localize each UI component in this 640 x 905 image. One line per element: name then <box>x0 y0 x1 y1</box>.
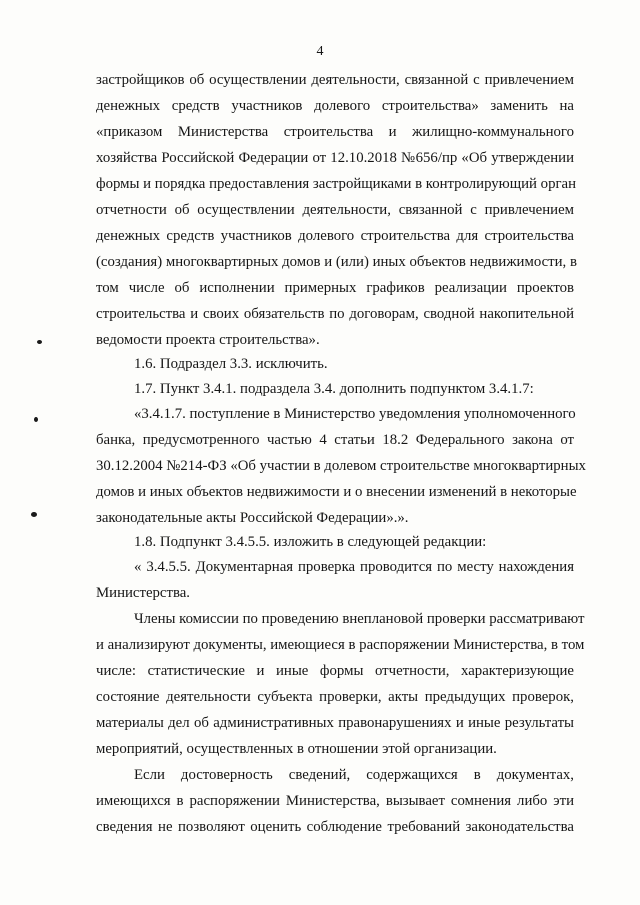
text-line: мероприятий, осуществленных в отношении этой организации. <box>96 741 497 757</box>
text-line: 1.6. Подраздел 3.3. исключить. <box>134 356 328 372</box>
text-line: «приказом Министерства строительства и жилищно-коммунального <box>96 124 574 140</box>
text-line: законодательные акты Российской Федерации».». <box>96 510 409 526</box>
text-line: том числе об исполнении примерных графиков реализации проектов <box>96 280 574 296</box>
text-line: числе: статистические и иные формы отчетности, характеризующие <box>96 663 574 679</box>
text-line: домов и иных объектов недвижимости и о внесении изменений в некоторые <box>96 484 577 500</box>
text-line: 30.12.2004 №214-ФЗ «Об участии в долевом строительстве многоквартирных <box>96 458 586 474</box>
scan-speck <box>31 512 37 517</box>
text-line: «3.4.1.7. поступление в Министерство уведомления уполномоченного <box>134 406 576 422</box>
text-line: имеющихся в распоряжении Министерства, вызывает сомнения либо эти <box>96 793 574 809</box>
text-line: застройщиков об осуществлении деятельности, связанной с привлечением <box>96 72 574 88</box>
text-line: денежных средств участников долевого строительства» заменить на <box>96 98 574 114</box>
text-line: (создания) многоквартирных домов и (или) иных объектов недвижимости, в <box>96 254 577 270</box>
text-line: Если достоверность сведений, содержащихся в документах, <box>134 767 574 783</box>
scan-speck <box>34 417 38 422</box>
text-line: строительства и своих обязательств по договорам, сводной накопительной <box>96 306 574 322</box>
text-line: состояние деятельности субъекта проверки, акты предыдущих проверок, <box>96 689 574 705</box>
text-line: сведения не позволяют оценить соблюдение требований законодательства <box>96 819 574 835</box>
text-line: отчетности об осуществлении деятельности, связанной с привлечением <box>96 202 574 218</box>
text-line: формы и порядка предоставления застройщиками в контролирующий орган <box>96 176 577 192</box>
text-line: Члены комиссии по проведению внеплановой проверки рассматривают <box>134 611 585 627</box>
text-line: банка, предусмотренного частью 4 статьи 18.2 Федерального закона от <box>96 432 574 448</box>
text-line: хозяйства Российской Федерации от 12.10.2018 №656/пр «Об утверждении <box>96 150 574 166</box>
scan-speck <box>37 340 42 344</box>
text-line: « 3.4.5.5. Документарная проверка проводится по месту нахождения <box>134 559 574 575</box>
text-line: Министерства. <box>96 585 191 601</box>
text-line: материалы дел об административных правонарушениях и иные результаты <box>96 715 574 731</box>
page-number: 4 <box>316 44 324 59</box>
text-line: 1.7. Пункт 3.4.1. подраздела 3.4. дополнить подпунктом 3.4.1.7: <box>134 381 534 397</box>
text-line: денежных средств участников долевого строительства для строительства <box>96 228 574 244</box>
text-line: 1.8. Подпункт 3.4.5.5. изложить в следующей редакции: <box>134 534 487 550</box>
text-line: ведомости проекта строительства». <box>96 332 320 348</box>
text-line: и анализируют документы, имеющиеся в распоряжении Министерства, в том <box>96 637 585 653</box>
